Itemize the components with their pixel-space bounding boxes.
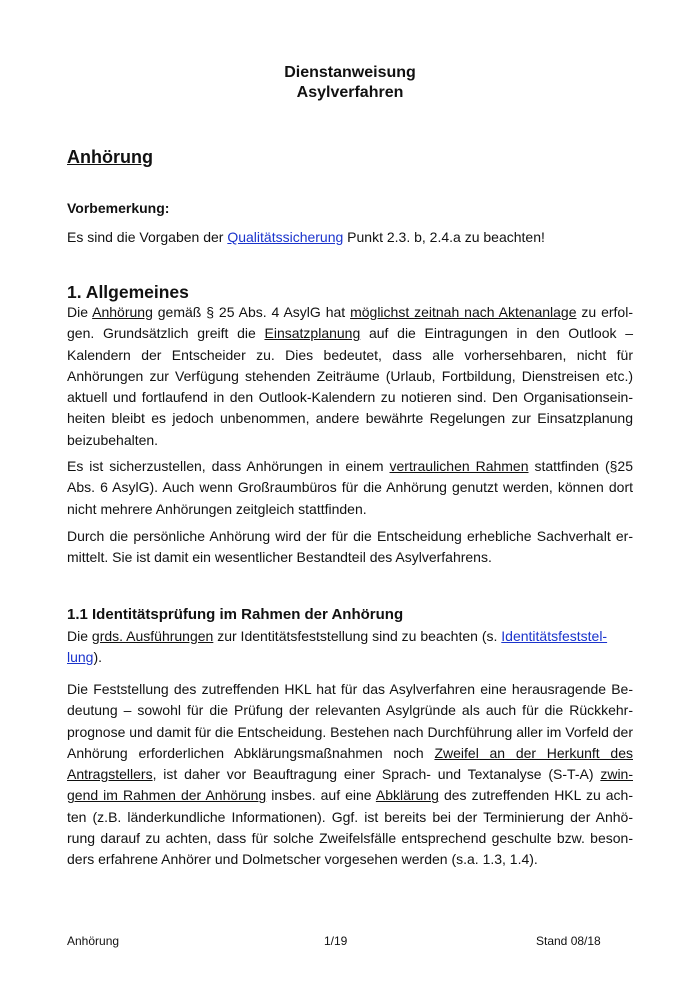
underlined-grds-ausfuehrungen: grds. Ausführungen [91,628,214,644]
text-run: Die [67,628,92,644]
text-run: zur Identitätsfeststellung sind zu beachten (s. [213,628,502,644]
page-number: 1/19 [324,934,348,948]
section-1-heading: 1. Allgemeines [67,282,189,302]
underlined-anhoerung: Anhörung [92,304,153,320]
preface-text-before: Es sind die Vorgaben der [67,229,228,245]
section-1-paragraph-3: Durch die persönliche Anhörung wird der für die Entscheidung erhebliche Sachverhalt er-mittelt. Sie ist damit ein wesentlicher Bestandteil des Asylverfahrens. [67,528,633,566]
link-part-1: Identitätsfeststel- [501,628,608,644]
text-run: ). [93,649,103,666]
footer-right: Stand 08/18 [536,934,601,948]
text-run: Es ist sicherzustellen, dass Anhörungen in einem [67,458,390,474]
section-1-1-heading: 1.1 Identitätsprüfung im Rahmen der Anhörung [67,606,404,623]
text-run: , ist daher vor Beauftragung einer Sprach- und Textanalyse (S-T-A) [152,766,601,783]
title-line-1: Dienstanweisung [284,64,416,81]
text-run: Die [67,304,93,320]
preface-heading: Vorbemerkung: [67,200,170,216]
text-run: stattfinden (§25 Abs. 6 AsylG). Auch wenn Großraumbüros für die Anhörung genutzt werden, können dort nicht mehrere Anhörungen zeitgleich stattfinden. [67,458,634,517]
qualitaetssicherung-link[interactable]: Qualitätssicherung [227,229,344,245]
underlined-einsatzplanung: Einsatzplanung [264,325,361,342]
link-part-2: lung [67,649,94,666]
text-run: zu erfol-gen. Grundsätzlich greift die [67,304,633,342]
document-title [0,63,700,103]
preface-text [67,227,633,248]
text-run: gemäß § 25 Abs. 4 AsylG hat [152,304,351,320]
text-run: Die Feststellung des zutreffenden HKL hat für das Asylverfahren eine herausragende Be-deutung – sowohl für die Prüfung der relevanten Asylgründe als auch für die Rückkehr-prognose und damit für die Entscheidung. Bestehen nach Durchführung aller im Vorfeld der Anhörung erforderlichen Abklärungsmaßnahmen noch [67,681,633,761]
underlined-zweifel-herkunft: Zweifel an der Herkunft des Antragstellers [67,744,633,783]
section-1-1-paragraph-1 [67,626,633,669]
text-run: des zutreffenden HKL zu ach-ten (z.B. länderkundliche Informationen). Ggf. ist bereits bei der Terminierung der Anhö-rung darauf zu achten, dass für solche Zweifelsfälle entsprechend geschulte bzw. beson-ders erfahrene Anhörer und Dolmetscher vorgesehen werden (s.a. 1.3, 1.4). [67,787,634,868]
text-run: auf die Eintragungen in den Outlook – Kalendern der Entscheider zu. Dies bedeutet, dass alle vorhersehbaren, nicht für Anhörungen zur Verfügung stehenden Zeiträume (Urlaub, Fortbildung, Dienstreisen etc.) aktuell und fortlaufend in den Outlook-Kalendern zu notieren sind. Den Organisationsein-heiten bleibt es jedoch unbenommen, andere bewährte Regelungen zur Einsatzplanung beizubehalten. [67,325,633,448]
preface-text-after: Punkt 2.3. b, 2.4.a zu beachten! [343,229,545,245]
underlined-zwingend: zwin-gend im Rahmen der Anhörung [67,766,633,804]
underlined-vertraulich: vertraulichen Rahmen [389,458,529,474]
section-1-paragraph-2 [67,456,633,520]
text-run: insbes. auf eine [266,787,376,804]
section-1-paragraph-1 [67,302,633,451]
section-1-1-paragraph-2 [67,679,633,871]
title-line-2: Asylverfahren [296,84,404,101]
chapter-title: Anhörung [67,147,153,167]
underlined-abklaerung: Abklärung [375,787,439,804]
footer-left: Anhörung [67,934,120,948]
underlined-zeitnah: möglichst zeitnah nach Aktenanlage [350,304,577,320]
